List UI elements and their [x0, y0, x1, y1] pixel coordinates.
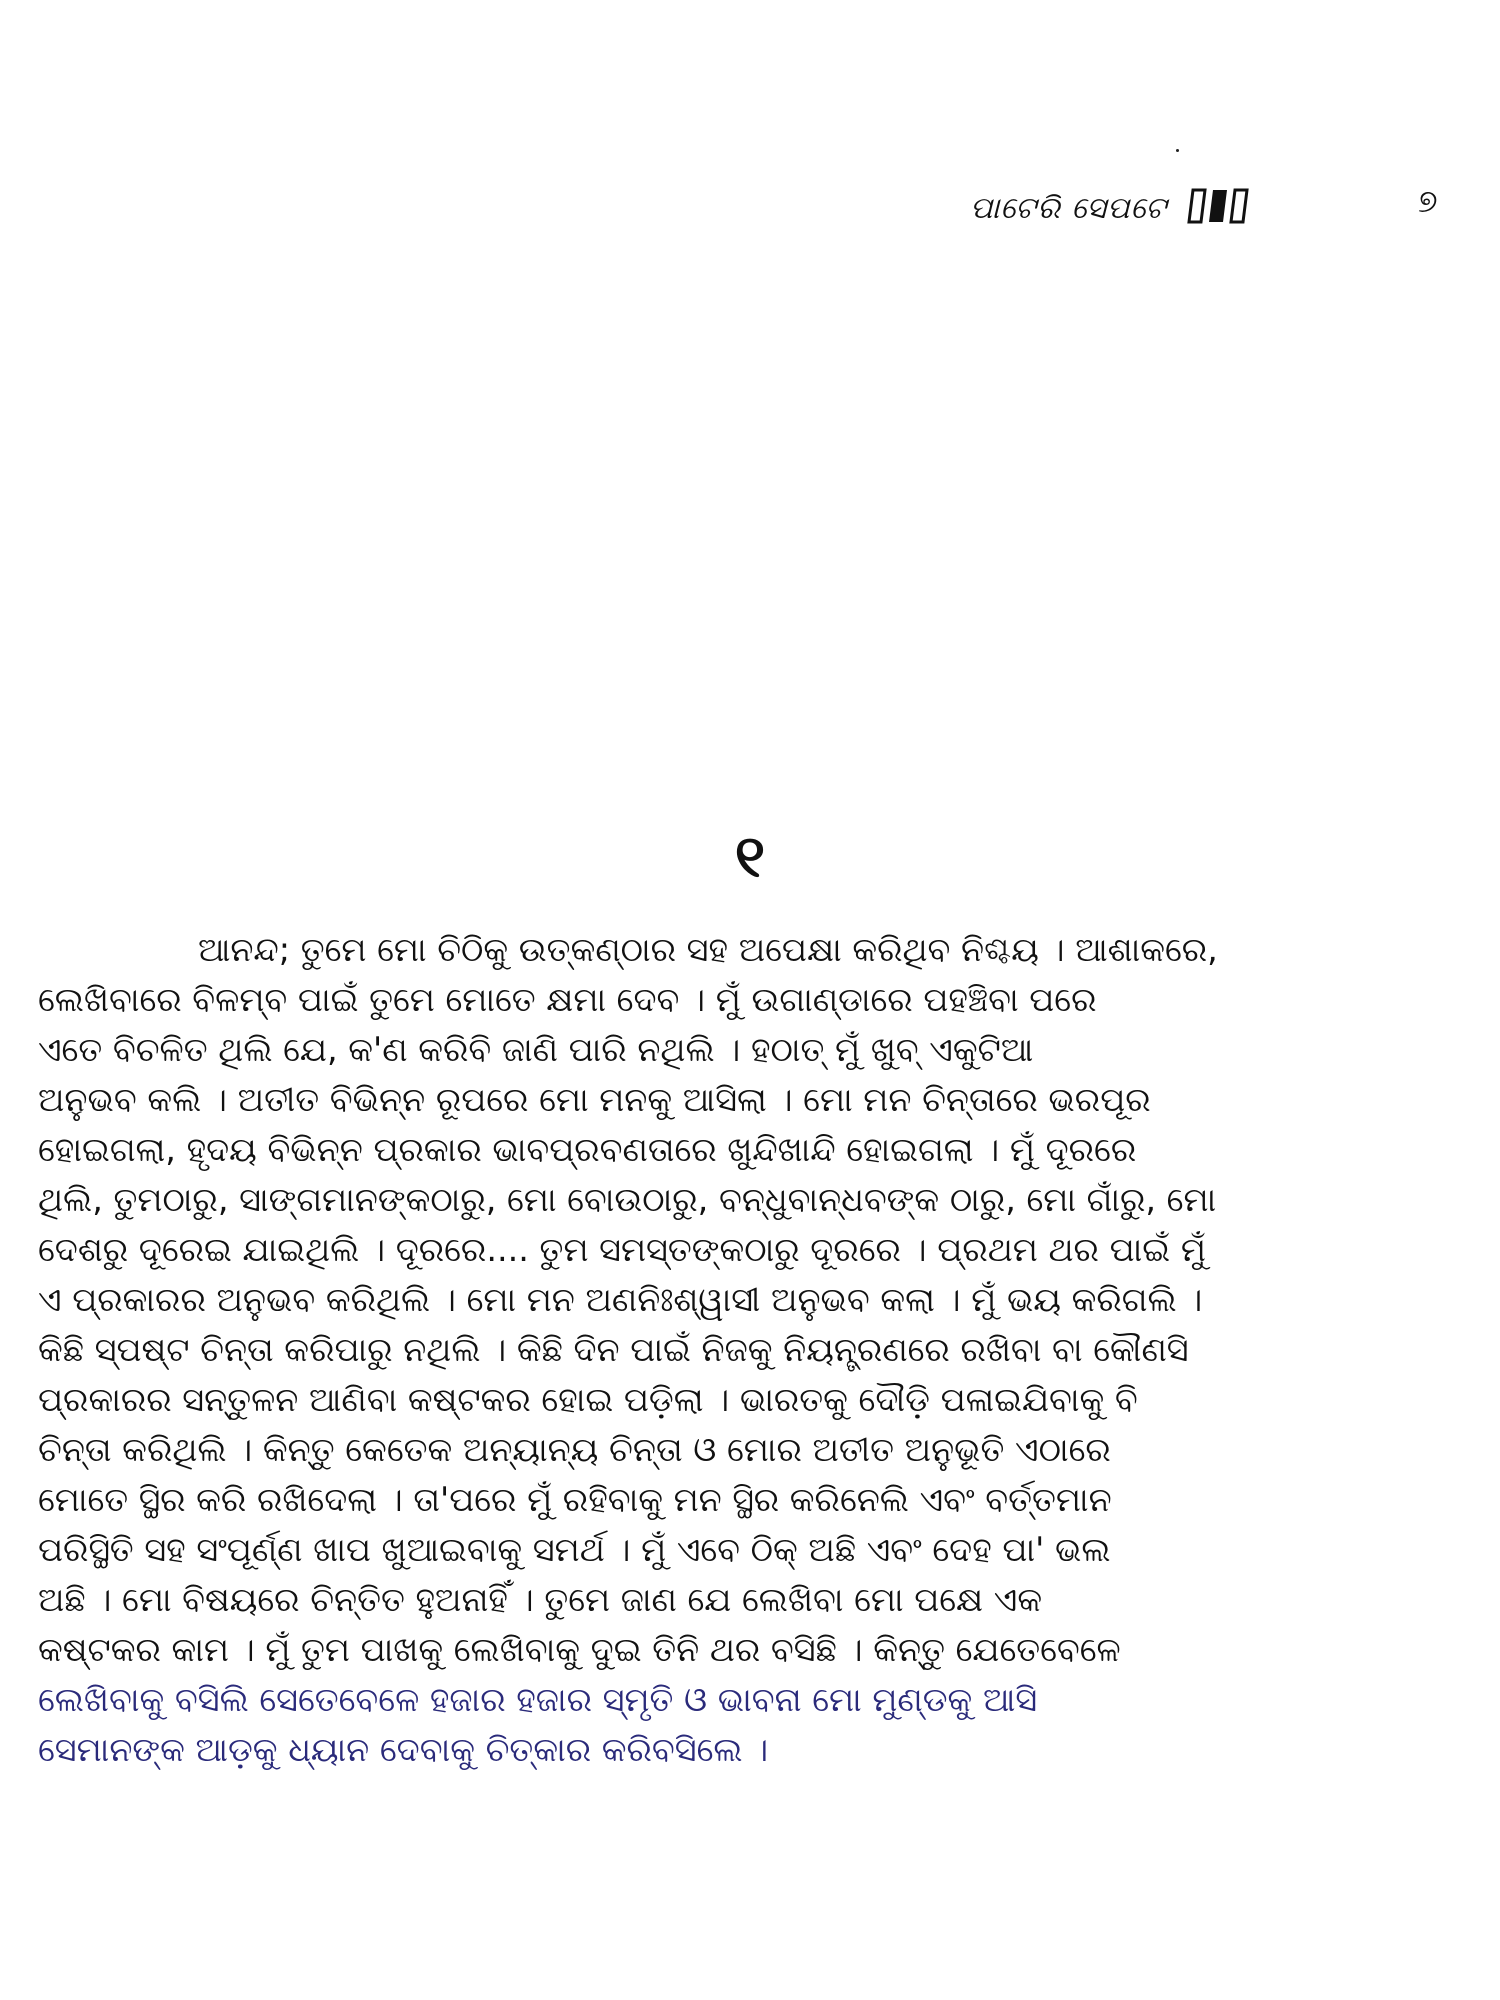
chapter-number: ୧: [734, 822, 766, 890]
text-line: ଅନୁଭବ କଲି । ଅତୀତ ବିଭିନ୍ନ ରୂପରେ ମୋ ମନକୁ ଆସିଲା । ମୋ ମନ ଚିନ୍ତାରେ ଭରପୂର: [38, 1080, 1151, 1119]
text-line: ଚିନ୍ତା କରିଥିଲି । କିନ୍ତୁ କେତେକ ଅନ୍ୟାନ୍ୟ ଚିନ୍ତା ଓ ମୋର ଅତୀତ ଅନୁଭୂତି ଏଠାରେ: [38, 1430, 1111, 1469]
text-line: ପ୍ରକାରର ସନ୍ତୁଳନ ଆଣିବା କଷ୍ଟକର ହୋଇ ପଡ଼ିଲା । ଭାରତକୁ ଦୌଡ଼ି ପଳାଇଯିବାକୁ ବି: [38, 1380, 1138, 1419]
text-line: ଲେଖିବାକୁ ବସିଲି ସେତେବେଳେ ହଜାର ହଜାର ସ୍ମୃତି ଓ ଭାବନା ମୋ ମୁଣ୍ଡକୁ ଆସି: [38, 1680, 1038, 1719]
text-line: ଅଛି । ମୋ ବିଷୟରେ ଚିନ୍ତିତ ହୁଅନାହିଁ । ତୁମେ ଜାଣ ଯେ ଲେଖିବା ମୋ ପକ୍ଷେ ଏକ: [38, 1580, 1043, 1619]
page-number: ୭: [1418, 182, 1438, 220]
text-line: ଏ ପ୍ରକାରର ଅନୁଭବ କରିଥିଲି । ମୋ ମନ ଅଣନିଃଶ୍ୱାସୀ ଅନୁଭବ କଲା । ମୁଁ ଭୟ କରିଗଲି ।: [38, 1280, 1203, 1319]
body-paragraph: [38, 925, 1462, 1775]
text-line: ଥିଲି, ତୁମଠାରୁ, ସାଙ୍ଗମାନଙ୍କଠାରୁ, ମୋ ବୋଉଠାରୁ, ବନ୍ଧୁବାନ୍ଧବଙ୍କ ଠାରୁ, ମୋ ଗାଁରୁ, ମୋ: [38, 1180, 1217, 1219]
header-ornament-icon: [1185, 186, 1257, 230]
text-line: ଆନନ୍ଦ; ତୁମେ ମୋ ଚିଠିକୁ ଉତ୍କଣ୍ଠାର ସହ ଅପେକ୍ଷା କରିଥିବ ନିଶ୍ଚୟ । ଆଶାକରେ,: [198, 930, 1218, 969]
running-header: [970, 178, 1257, 238]
text-line: ଏତେ ବିଚଳିତ ଥିଲି ଯେ, କ'ଣ କରିବି ଜାଣି ପାରି ନଥିଲି । ହଠାତ୍ ମୁଁ ଖୁବ୍ ଏକୁଟିଆ: [38, 1030, 1034, 1069]
text-line: ଲେଖିବାରେ ବିଳମ୍ବ ପାଇଁ ତୁମେ ମୋତେ କ୍ଷମା ଦେବ । ମୁଁ ଉଗାଣ୍ଡାରେ ପହଞ୍ଚିବା ପରେ: [38, 980, 1097, 1019]
running-title: ପାଟେରି ସେପଟେ: [970, 190, 1168, 226]
text-line: ହୋଇଗଲା, ହୃଦୟ ବିଭିନ୍ନ ପ୍ରକାର ଭାବପ୍ରବଣତାରେ ଖୁନ୍ଦିଖାନ୍ଦି ହୋଇଗଲା । ମୁଁ ଦୂରରେ: [38, 1130, 1137, 1169]
text-line: କଷ୍ଟକର କାମ । ମୁଁ ତୁମ ପାଖକୁ ଲେଖିବାକୁ ଦୁଇ ତିନି ଥର ବସିଛି । କିନ୍ତୁ ଯେତେବେଳେ: [38, 1630, 1121, 1669]
text-line: କିଛି ସ୍ପଷ୍ଟ ଚିନ୍ତା କରିପାରୁ ନଥିଲି । କିଛି ଦିନ ପାଇଁ ନିଜକୁ ନିୟନ୍ତ୍ରଣରେ ରଖିବା ବା କୌଣସି: [38, 1330, 1189, 1369]
print-speck: [1176, 149, 1179, 152]
text-line: ମୋତେ ସ୍ଥିର କରି ରଖିଦେଲା । ତା'ପରେ ମୁଁ ରହିବାକୁ ମନ ସ୍ଥିର କରିନେଲି ଏବଂ ବର୍ତ୍ତମାନ: [38, 1480, 1112, 1519]
text-line: ଦେଶରୁ ଦୂରେଇ ଯାଇଥିଲି । ଦୂରରେ.... ତୁମ ସମସ୍ତଙ୍କଠାରୁ ଦୂରରେ । ପ୍ରଥମ ଥର ପାଇଁ ମୁଁ: [38, 1230, 1206, 1269]
text-line: ପରିସ୍ଥିତି ସହ ସଂପୂର୍ଣ୍ଣ ଖାପ ଖୁଆଇବାକୁ ସମର୍ଥ । ମୁଁ ଏବେ ଠିକ୍ ଅଛି ଏବଂ ଦେହ ପା' ଭଲ: [38, 1530, 1111, 1569]
text-line: ସେମାନଙ୍କ ଆଡ଼କୁ ଧ୍ୟାନ ଦେବାକୁ ଚିତ୍କାର କରିବସିଲେ ।: [38, 1730, 769, 1769]
